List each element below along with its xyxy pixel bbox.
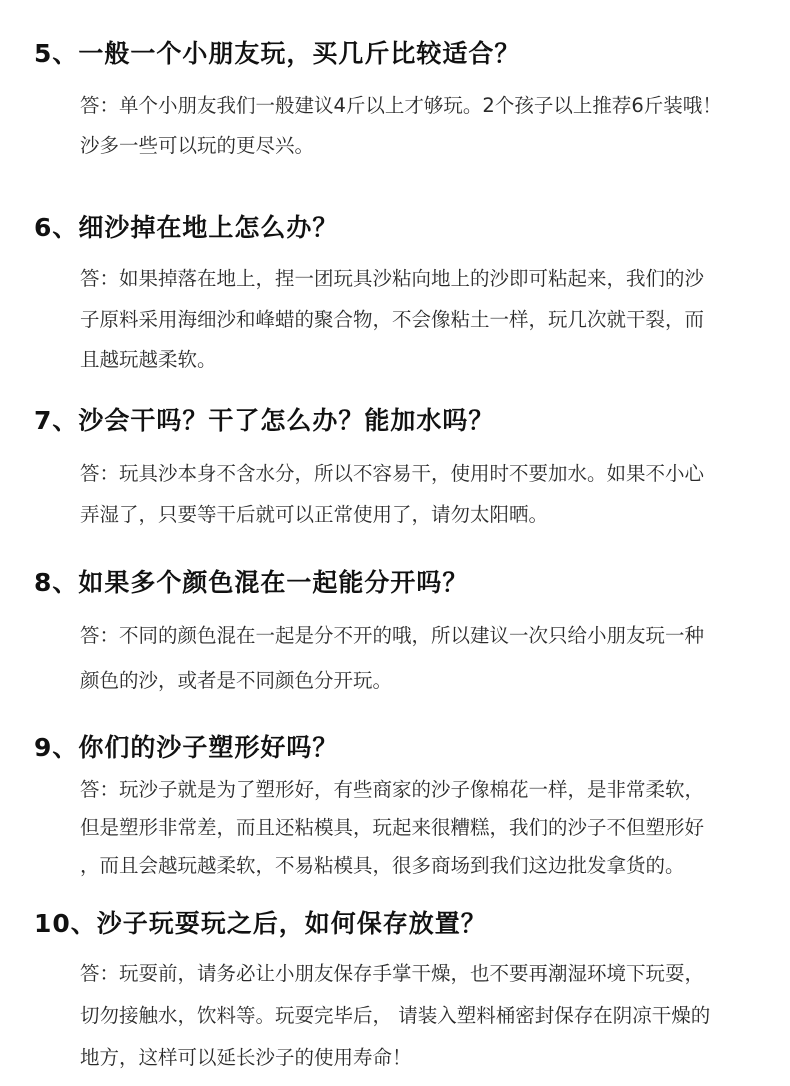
answer-line: 答：单个小朋友我们一般建议4斤以上才够玩。2个孩子以上推荐6斤装哦！ <box>80 94 722 117</box>
answer-line: 答：玩耍前，请务必让小朋友保存手掌干燥，也不要再潮湿环境下玩耍， <box>80 962 705 985</box>
answer-line: 地方，这样可以延长沙子的使用寿命！ <box>80 1046 412 1069</box>
answer-line: 答：不同的颜色混在一起是分不开的哦，所以建议一次只给小朋友玩一种 <box>80 624 705 647</box>
answer-line: 子原料采用海细沙和峰蜡的聚合物，不会像粘土一样，玩几次就干裂，而 <box>80 308 705 331</box>
answer-line: ，而且会越玩越柔软，不易粘模具，很多商场到我们这边批发拿货的。 <box>80 854 685 877</box>
faq-question-7: 7、沙会干吗？干了怎么办？能加水吗？ <box>34 406 495 435</box>
answer-line: 答：玩沙子就是为了塑形好，有些商家的沙子像棉花一样，是非常柔软， <box>80 778 705 801</box>
answer-line: 沙多一些可以玩的更尽兴。 <box>80 134 315 157</box>
answer-line: 且越玩越柔软。 <box>80 348 217 371</box>
faq-question-10: 10、沙子玩耍玩之后，如何保存放置？ <box>34 909 487 938</box>
answer-line: 答：玩具沙本身不含水分，所以不容易干，使用时不要加水。如果不小心 <box>80 462 705 485</box>
faq-question-8: 8、如果多个颜色混在一起能分开吗？ <box>34 568 469 597</box>
answer-line: 切勿接触水，饮料等。玩耍完毕后， 请装入塑料桶密封保存在阴凉干燥的 <box>80 1004 711 1027</box>
answer-line: 颜色的沙，或者是不同颜色分开玩。 <box>80 669 393 692</box>
answer-line: 弄湿了，只要等干后就可以正常使用了，请勿太阳晒。 <box>80 503 549 526</box>
answer-line: 答：如果掉落在地上，捏一团玩具沙粘向地上的沙即可粘起来，我们的沙 <box>80 267 705 290</box>
answer-line: 但是塑形非常差，而且还粘模具，玩起来很糟糕，我们的沙子不但塑形好 <box>80 816 705 839</box>
faq-question-9: 9、你们的沙子塑形好吗？ <box>34 733 339 762</box>
faq-question-5: 5、一般一个小朋友玩，买几斤比较适合？ <box>34 39 521 68</box>
faq-question-6: 6、细沙掉在地上怎么办？ <box>34 213 339 242</box>
